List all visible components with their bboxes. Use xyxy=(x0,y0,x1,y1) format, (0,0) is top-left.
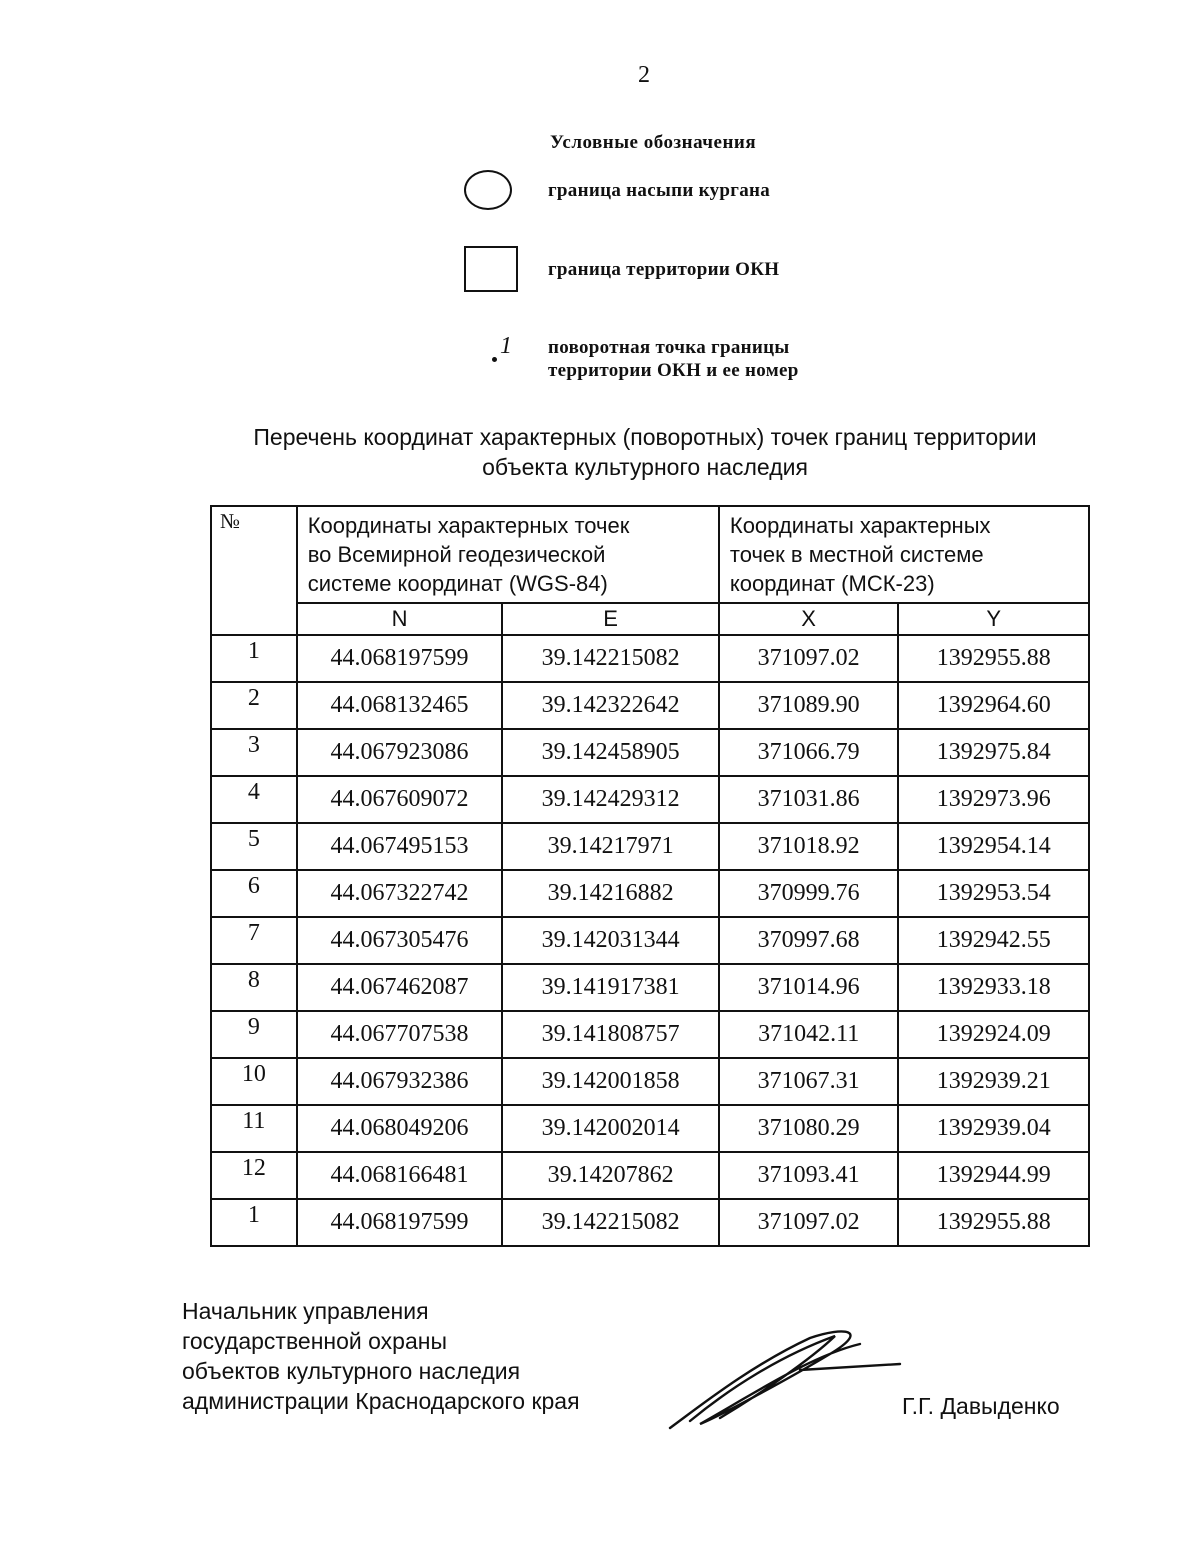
number-column-header: № xyxy=(211,506,297,635)
legend-item-mound xyxy=(464,170,770,210)
row-number-cell: 2 xyxy=(211,682,297,729)
row-number-cell: 9 xyxy=(211,1011,297,1058)
coordinate-cell: 1392933.18 xyxy=(898,964,1089,1011)
coordinate-cell: 371089.90 xyxy=(719,682,899,729)
coordinate-cell: 39.14207862 xyxy=(502,1152,719,1199)
table-row xyxy=(211,682,1089,729)
row-number-cell: 4 xyxy=(211,776,297,823)
coordinate-cell: 371097.02 xyxy=(719,635,899,682)
table-row xyxy=(211,635,1089,682)
coordinate-cell: 371066.79 xyxy=(719,729,899,776)
row-number-cell: 10 xyxy=(211,1058,297,1105)
row-number-cell: 11 xyxy=(211,1105,297,1152)
coordinate-cell: 1392942.55 xyxy=(898,917,1089,964)
header-line: Координаты характерных точек xyxy=(307,513,630,538)
coordinate-cell: 44.067932386 xyxy=(297,1058,503,1105)
table-row xyxy=(211,823,1089,870)
table-row xyxy=(211,917,1089,964)
coordinate-cell: 1392939.21 xyxy=(898,1058,1089,1105)
coordinate-cell: 1392955.88 xyxy=(898,635,1089,682)
title-line: объекта культурного наследия xyxy=(482,454,808,480)
header-line: точек в местной системе xyxy=(729,542,984,567)
coordinate-cell: 371031.86 xyxy=(719,776,899,823)
coordinate-cell: 371014.96 xyxy=(719,964,899,1011)
coordinate-cell: 1392954.14 xyxy=(898,823,1089,870)
coordinate-cell: 371042.11 xyxy=(719,1011,899,1058)
coordinate-cell: 44.067923086 xyxy=(297,729,503,776)
coordinate-cell: 1392955.88 xyxy=(898,1199,1089,1246)
signatory-name: Г.Г. Давыденко xyxy=(902,1393,1060,1419)
coordinate-cell: 1392944.99 xyxy=(898,1152,1089,1199)
coordinate-cell: 39.142322642 xyxy=(502,682,719,729)
coordinate-cell: 1392975.84 xyxy=(898,729,1089,776)
table-row xyxy=(211,1105,1089,1152)
legend-title: Условные обозначения xyxy=(550,132,757,153)
row-number-cell: 1 xyxy=(211,635,297,682)
column-header-e: E xyxy=(502,603,719,635)
legend-item-text: граница насыпи кургана xyxy=(548,179,771,201)
row-number-cell: 1 xyxy=(211,1199,297,1246)
coordinate-cell: 44.067609072 xyxy=(297,776,503,823)
coordinate-cell: 371093.41 xyxy=(719,1152,899,1199)
row-number-cell: 7 xyxy=(211,917,297,964)
row-number-cell: 6 xyxy=(211,870,297,917)
position-line: государственной охраны xyxy=(182,1328,447,1354)
coordinate-cell: 44.067495153 xyxy=(297,823,503,870)
signatory-position xyxy=(182,1296,580,1416)
coordinate-cell: 44.068132465 xyxy=(297,682,503,729)
coordinate-cell: 1392924.09 xyxy=(898,1011,1089,1058)
coordinate-cell: 371097.02 xyxy=(719,1199,899,1246)
coordinate-cell: 39.142215082 xyxy=(502,635,719,682)
table-row xyxy=(211,1058,1089,1105)
coordinate-cell: 39.142215082 xyxy=(502,1199,719,1246)
legend-item-text xyxy=(548,336,799,382)
table-row xyxy=(211,964,1089,1011)
row-number-cell: 5 xyxy=(211,823,297,870)
row-number-cell: 3 xyxy=(211,729,297,776)
coordinate-cell: 44.068197599 xyxy=(297,1199,503,1246)
coordinate-cell: 39.142458905 xyxy=(502,729,719,776)
coordinate-cell: 39.142031344 xyxy=(502,917,719,964)
coordinate-cell: 44.067322742 xyxy=(297,870,503,917)
turning-point-number: 1 xyxy=(500,333,512,359)
position-line: Начальник управления xyxy=(182,1298,429,1324)
legend-item-territory xyxy=(464,246,779,292)
coordinate-cell: 370999.76 xyxy=(719,870,899,917)
handwritten-signature-icon xyxy=(660,1326,910,1436)
turning-point-symbol-icon xyxy=(464,333,514,379)
coordinate-cell: 39.142002014 xyxy=(502,1105,719,1152)
coordinate-cell: 44.068197599 xyxy=(297,635,503,682)
coordinate-cell: 1392973.96 xyxy=(898,776,1089,823)
square-symbol-icon xyxy=(464,246,518,292)
title-line: Перечень координат характерных (поворотных) точек границ территории xyxy=(253,424,1037,450)
position-line: объектов культурного наследия xyxy=(182,1358,521,1384)
row-number-cell: 8 xyxy=(211,964,297,1011)
coordinate-cell: 44.067462087 xyxy=(297,964,503,1011)
coordinate-cell: 1392939.04 xyxy=(898,1105,1089,1152)
header-line: во Всемирной геодезической xyxy=(307,542,606,567)
page-number: 2 xyxy=(638,62,650,88)
coordinate-cell: 39.142001858 xyxy=(502,1058,719,1105)
column-header-n: N xyxy=(297,603,503,635)
document-title xyxy=(180,422,1110,482)
table-row xyxy=(211,776,1089,823)
table-row xyxy=(211,1152,1089,1199)
row-number-cell: 12 xyxy=(211,1152,297,1199)
coordinates-table xyxy=(210,505,1090,1247)
coordinate-cell: 371080.29 xyxy=(719,1105,899,1152)
table-row xyxy=(211,729,1089,776)
coordinate-cell: 39.142429312 xyxy=(502,776,719,823)
coordinate-cell: 370997.68 xyxy=(719,917,899,964)
column-header-y: Y xyxy=(898,603,1089,635)
table-row xyxy=(211,1199,1089,1246)
table-subheader-row xyxy=(211,603,1089,635)
legend-text-line: территории ОКН и ее номер xyxy=(548,360,799,381)
coordinate-cell: 1392953.54 xyxy=(898,870,1089,917)
coordinate-cell: 44.067305476 xyxy=(297,917,503,964)
coordinate-cell: 371018.92 xyxy=(719,823,899,870)
coordinate-cell: 39.141808757 xyxy=(502,1011,719,1058)
table-header-row xyxy=(211,506,1089,603)
coordinate-cell: 371067.31 xyxy=(719,1058,899,1105)
table-body xyxy=(211,635,1089,1246)
circle-symbol-icon xyxy=(464,170,512,210)
coordinate-cell: 39.141917381 xyxy=(502,964,719,1011)
legend-item-text: граница территории ОКН xyxy=(548,258,780,280)
position-line: администрации Краснодарского края xyxy=(182,1388,580,1414)
header-line: системе координат (WGS-84) xyxy=(307,571,608,596)
coordinate-cell: 44.068166481 xyxy=(297,1152,503,1199)
legend-item-turning-point xyxy=(464,333,799,382)
header-line: координат (МСК-23) xyxy=(729,571,935,596)
coordinate-cell: 1392964.60 xyxy=(898,682,1089,729)
table-row xyxy=(211,1011,1089,1058)
header-line: Координаты характерных xyxy=(729,513,991,538)
legend-text-line: поворотная точка границы xyxy=(548,337,790,358)
coordinate-cell: 39.14216882 xyxy=(502,870,719,917)
point-dot-icon xyxy=(492,357,497,362)
coordinate-cell: 44.067707538 xyxy=(297,1011,503,1058)
column-header-x: X xyxy=(719,603,899,635)
coordinate-cell: 44.068049206 xyxy=(297,1105,503,1152)
table-row xyxy=(211,870,1089,917)
coordinate-cell: 39.14217971 xyxy=(502,823,719,870)
wgs84-group-header xyxy=(297,506,719,603)
msk23-group-header xyxy=(719,506,1089,603)
